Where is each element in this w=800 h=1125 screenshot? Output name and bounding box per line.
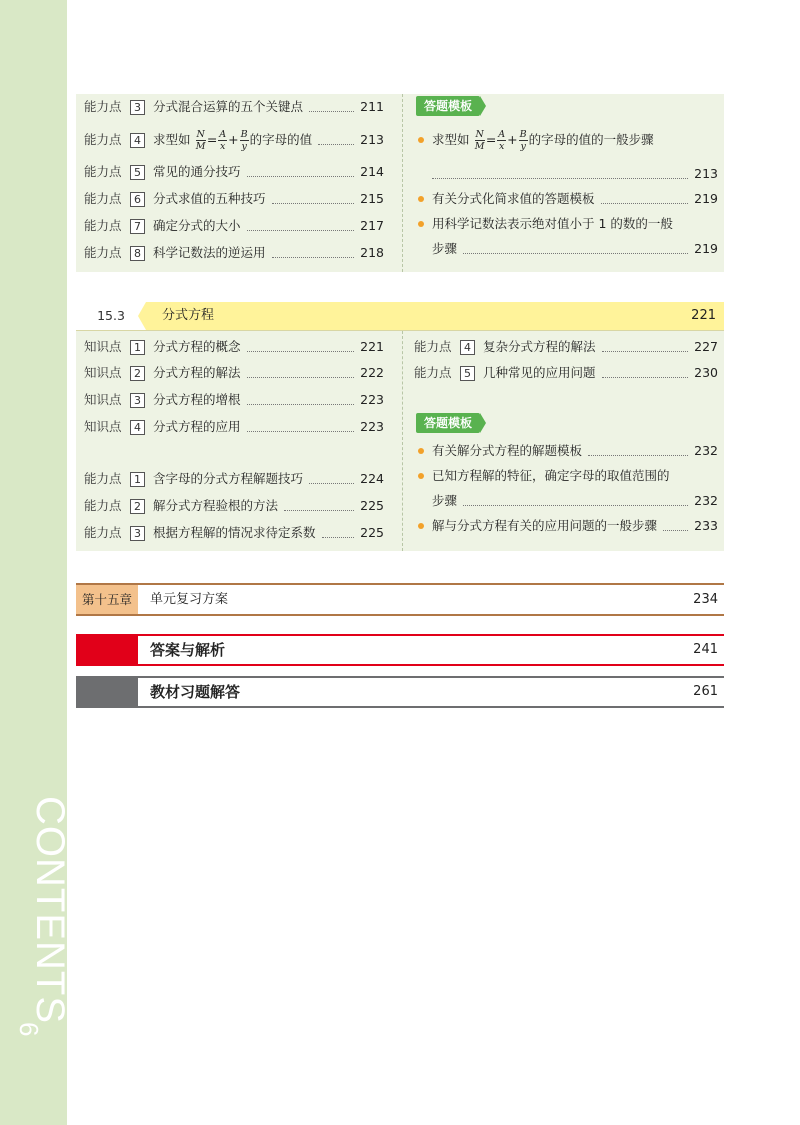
template-entry[interactable]: 有关分式化简求值的答题模板 219 bbox=[414, 188, 718, 210]
section-number: 15.3 bbox=[76, 302, 146, 330]
fraction-formula: $\frac{N}{M}$ bbox=[195, 128, 206, 152]
page-ref: 234 bbox=[693, 592, 718, 607]
toc-entry[interactable]: 能力点 3 分式混合运算的五个关键点 211 bbox=[84, 96, 384, 118]
toc-entry[interactable]: 能力点 7 确定分式的大小 217 bbox=[84, 215, 384, 237]
toc-entry[interactable]: 知识点 1 分式方程的概念 221 bbox=[84, 336, 384, 358]
page-ref: 214 bbox=[360, 164, 384, 179]
toc-entry[interactable]: 知识点 2 分式方程的解法 222 bbox=[84, 362, 384, 384]
answers-color-block bbox=[76, 636, 138, 664]
panel-divider bbox=[402, 94, 403, 272]
bullet-icon bbox=[418, 448, 424, 454]
page-number: 6 bbox=[14, 1022, 44, 1037]
textbook-solutions-entry[interactable] bbox=[76, 676, 724, 708]
bullet-icon bbox=[418, 221, 424, 227]
toc-entry[interactable]: 能力点 2 解分式方程验根的方法 225 bbox=[84, 495, 384, 517]
page-ref: 219 bbox=[694, 191, 718, 206]
textbook-title: 教材习题解答 bbox=[150, 683, 241, 701]
section-title: 分式方程 bbox=[162, 308, 215, 323]
panel-divider bbox=[402, 331, 403, 551]
chapter-title: 单元复习方案 bbox=[150, 592, 229, 607]
sidebar bbox=[0, 0, 72, 1125]
section-header[interactable] bbox=[76, 302, 724, 331]
toc-entry[interactable]: 知识点 3 分式方程的增根 223 bbox=[84, 389, 384, 411]
page-ref: 241 bbox=[693, 642, 718, 657]
answers-title: 答案与解析 bbox=[150, 641, 226, 659]
template-entry[interactable]: 求型如 $\frac{N}{M}$ = $\frac{A}{x}$ + $\frac{B}{y}$ 的字母的值的一般步骤 bbox=[414, 124, 718, 156]
page-ref: 232 bbox=[694, 443, 718, 458]
page-ref: 211 bbox=[360, 99, 384, 114]
page-ref: 218 bbox=[360, 245, 384, 260]
template-entry-continued[interactable]: 步骤 219 bbox=[414, 238, 718, 260]
page-ref: 227 bbox=[694, 339, 718, 354]
page-ref: 225 bbox=[360, 498, 384, 513]
page-ref: 261 bbox=[693, 684, 718, 699]
top-panel bbox=[76, 94, 724, 272]
page-ref: 213 bbox=[694, 166, 718, 181]
toc-entry[interactable]: 能力点 5 几种常见的应用问题 230 bbox=[414, 362, 718, 384]
bullet-icon bbox=[418, 523, 424, 529]
toc-entry[interactable]: 能力点 4 复杂分式方程的解法 227 bbox=[414, 336, 718, 358]
page-ref: 222 bbox=[360, 365, 384, 380]
textbook-color-block bbox=[76, 678, 138, 706]
contents-vertical-label: CONTENTS bbox=[28, 796, 72, 1024]
section-panel bbox=[76, 331, 724, 551]
answer-template-badge: 答题模板 bbox=[416, 413, 480, 433]
page-ref: 219 bbox=[694, 241, 718, 256]
page-ref: 224 bbox=[360, 471, 384, 486]
toc-entry[interactable]: 能力点 8 科学记数法的逆运用 218 bbox=[84, 242, 384, 264]
page-ref: 233 bbox=[694, 518, 718, 533]
template-entry[interactable]: 解与分式方程有关的应用问题的一般步骤 233 bbox=[414, 515, 718, 537]
answers-entry[interactable] bbox=[76, 634, 724, 666]
chapter-review-entry[interactable] bbox=[76, 583, 724, 616]
template-entry[interactable]: 有关解分式方程的解题模板 232 bbox=[414, 440, 718, 462]
toc-entry[interactable]: 能力点 3 根据方程解的情况求待定系数 225 bbox=[84, 522, 384, 544]
template-entry-continued[interactable] bbox=[414, 163, 718, 185]
template-entry[interactable]: 已知方程解的特征，确定字母的取值范围的 bbox=[414, 465, 718, 487]
template-entry-continued[interactable]: 步骤 232 bbox=[414, 490, 718, 512]
toc-entry[interactable]: 能力点 6 分式求值的五种技巧 215 bbox=[84, 188, 384, 210]
bullet-icon bbox=[418, 196, 424, 202]
bullet-icon bbox=[418, 137, 424, 143]
template-entry[interactable]: 用科学记数法表示绝对值小于 1 的数的一般 bbox=[414, 213, 718, 235]
page-ref: 223 bbox=[360, 392, 384, 407]
page-ref: 217 bbox=[360, 218, 384, 233]
page-ref: 221 bbox=[691, 308, 716, 323]
page-ref: 213 bbox=[360, 132, 384, 147]
bullet-icon bbox=[418, 473, 424, 479]
page-ref: 215 bbox=[360, 191, 384, 206]
page-ref: 223 bbox=[360, 419, 384, 434]
toc-entry[interactable]: 知识点 4 分式方程的应用 223 bbox=[84, 416, 384, 438]
answer-template-badge: 答题模板 bbox=[416, 96, 480, 116]
page-ref: 230 bbox=[694, 365, 718, 380]
page-ref: 232 bbox=[694, 493, 718, 508]
page-ref: 225 bbox=[360, 525, 384, 540]
toc-entry[interactable]: 能力点 4 求型如 $\frac{N}{M}$ = $\frac{A}{x}$ + $\frac{B}{y}$ 的字母的值 213 bbox=[84, 128, 384, 152]
toc-entry[interactable]: 能力点 1 含字母的分式方程解题技巧 224 bbox=[84, 468, 384, 490]
chapter-label: 第十五章 bbox=[76, 585, 138, 614]
page-ref: 221 bbox=[360, 339, 384, 354]
toc-entry[interactable]: 能力点 5 常见的通分技巧 214 bbox=[84, 161, 384, 183]
